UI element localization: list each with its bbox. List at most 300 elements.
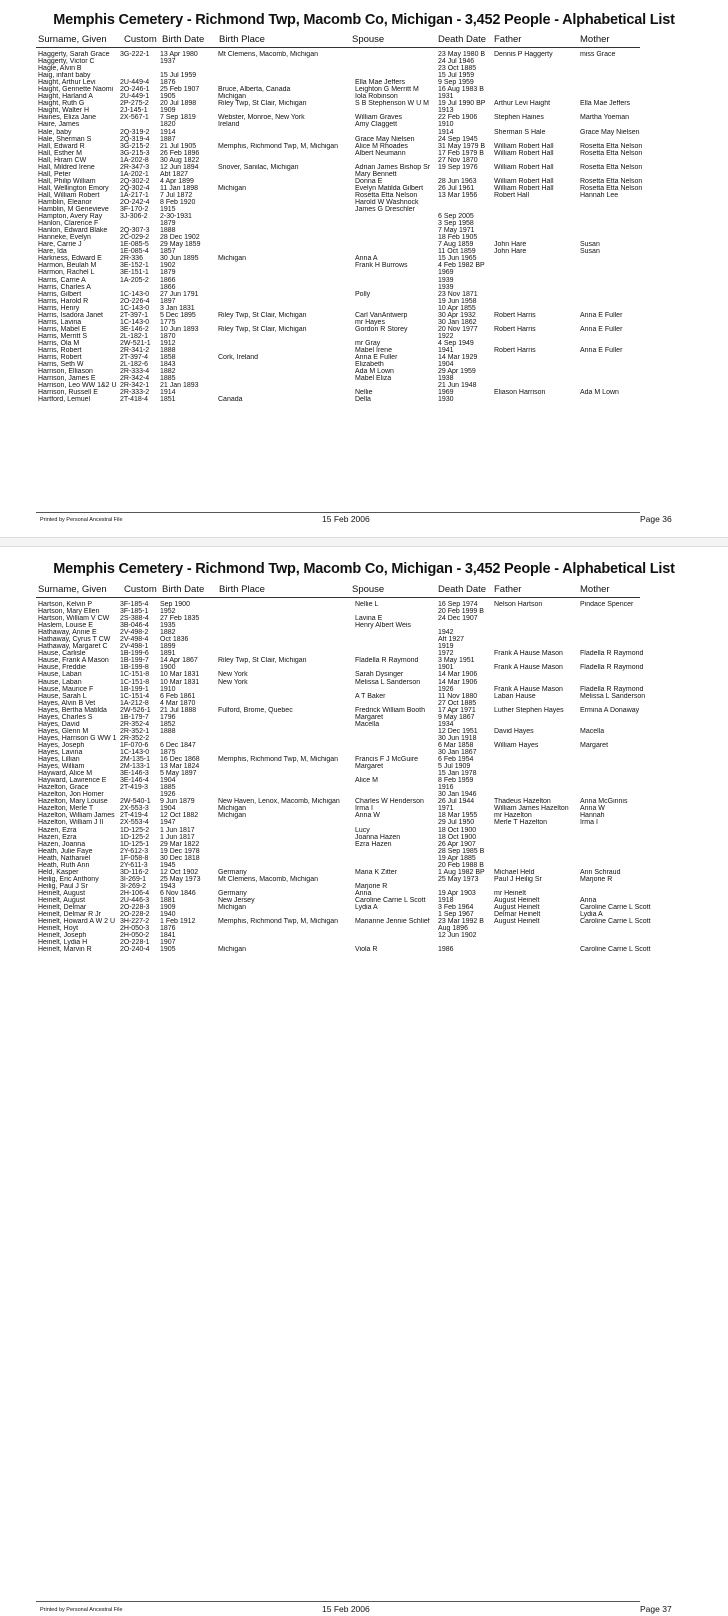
table-row xyxy=(0,679,728,686)
cell-father: Sherman S Hale xyxy=(494,128,546,136)
cell-custom: 2T-418-4 xyxy=(120,396,149,404)
cell-death-date: 1939 xyxy=(438,283,454,291)
cell-birth-date: 1909 xyxy=(160,904,176,912)
cell-birth-date: 1857 xyxy=(160,248,176,256)
cell-death-date: 24 Sep 1945 xyxy=(438,135,478,143)
cell-custom: 2T-419-4 xyxy=(120,812,149,820)
cell-name: Hause, Freddie xyxy=(38,664,86,672)
cell-spouse: Melissa L Sanderson xyxy=(355,678,421,686)
cell-birth-date: 21 Jul 1905 xyxy=(160,142,197,150)
cell-name: Hayes, Harrison G WW 1 xyxy=(38,734,117,742)
cell-name: Hanlon, Edward Blake xyxy=(38,227,108,235)
cell-birth-date: 1 Jun 1817 xyxy=(160,833,195,841)
cell-spouse: Leighton G Merritt M xyxy=(355,86,419,94)
cell-name: Hall, Philip William xyxy=(38,177,96,185)
cell-father: John Hare xyxy=(494,241,527,249)
cell-birth-date: 1888 xyxy=(160,727,176,735)
cell-birth-date: 1909 xyxy=(160,107,176,115)
cell-custom: 2X-567-1 xyxy=(120,114,149,122)
cell-mother: Anna E Fuller xyxy=(580,346,623,354)
table-row xyxy=(0,784,728,791)
table-row xyxy=(0,58,728,65)
cell-birth-date: 1841 xyxy=(160,932,176,940)
cell-name: Hall, Hiram CW xyxy=(38,156,87,164)
cell-death-date: 6 Mar 1858 xyxy=(438,741,474,749)
cell-death-date: 7 Aug 1859 xyxy=(438,241,474,249)
cell-custom: 1A-202-1 xyxy=(120,170,149,178)
cell-name: Hartford, Lemuel xyxy=(38,396,91,404)
cell-spouse: Iola Robinson xyxy=(355,93,398,101)
cell-father: Michael Held xyxy=(494,868,535,876)
cell-mother: Caroline Carrie L Scott xyxy=(580,904,651,912)
table-row xyxy=(0,291,728,298)
cell-custom: 1C-151-8 xyxy=(120,678,150,686)
table-row xyxy=(0,700,728,707)
table-row xyxy=(0,841,728,848)
cell-spouse: Margaret xyxy=(355,763,384,771)
cell-name: Heinelt, Delmar xyxy=(38,904,87,912)
cell-mother: Marjorie R xyxy=(580,875,613,883)
cell-birth-date: 9 Jun 1879 xyxy=(160,798,195,806)
cell-name: Harris, Merritt S xyxy=(38,332,87,340)
cell-death-date: 30 Jan 1867 xyxy=(438,748,477,756)
cell-birth-date: 1775 xyxy=(160,318,176,326)
cell-mother: Fladella R Raymond xyxy=(580,664,644,672)
table-row xyxy=(0,848,728,855)
table-row xyxy=(0,827,728,834)
cell-mother: Fladella R Raymond xyxy=(580,685,644,693)
cell-custom: 3E-146-2 xyxy=(120,325,149,333)
cell-father: William Robert Hall xyxy=(494,142,554,150)
cell-custom: 2O-226-4 xyxy=(120,297,150,305)
cell-father: Robert Hall xyxy=(494,191,530,199)
cell-mother: Martha Yoeman xyxy=(580,114,630,122)
cell-name: Hall, Esther M xyxy=(38,149,82,157)
cell-birth-date: 14 Apr 1867 xyxy=(160,657,198,665)
cell-birth-date: 1926 xyxy=(160,791,176,799)
cell-death-date: 20 Feb 1999 B xyxy=(438,608,484,616)
cell-mother: Ada M Lown xyxy=(580,389,619,397)
cell-death-date: 30 Jan 1946 xyxy=(438,791,477,799)
cell-father: David Hayes xyxy=(494,727,534,735)
cell-custom: 3E-146-4 xyxy=(120,777,149,785)
cell-father: Merle T Hazelton xyxy=(494,819,548,827)
cell-custom: 2U-446-3 xyxy=(120,896,150,904)
cell-birth-date: Abt 1827 xyxy=(160,170,189,178)
cell-mother: miss Grace xyxy=(580,51,616,58)
cell-name: Haggerty, Victor C xyxy=(38,58,95,66)
table-row xyxy=(0,763,728,770)
cell-custom: 2R-352-4 xyxy=(120,720,150,728)
table-row xyxy=(0,121,728,128)
table-row xyxy=(0,686,728,693)
cell-birth-date: 1879 xyxy=(160,269,176,277)
cell-custom: 2H-050-3 xyxy=(120,925,150,933)
cell-birth-date: 12 Oct 1882 xyxy=(160,812,199,820)
cell-death-date: 1930 xyxy=(438,396,454,404)
cell-name: Haslem, Louise E xyxy=(38,622,93,630)
cell-spouse: Della xyxy=(355,396,371,404)
cell-mother: Lydia A xyxy=(580,911,603,919)
table-row xyxy=(0,608,728,615)
cell-custom: 1B-199-7 xyxy=(120,657,149,665)
cell-spouse: Sarah Dysinger xyxy=(355,671,404,679)
record-list xyxy=(0,601,728,953)
cell-death-date: 26 Jul 1961 xyxy=(438,184,475,192)
cell-name: Hale, baby xyxy=(38,128,72,136)
cell-name: Harris, Robert xyxy=(38,354,82,362)
cell-custom: 1A-212-8 xyxy=(120,699,149,707)
cell-birth-place: Mt Clemens, Macomb, Michigan xyxy=(218,51,318,58)
cell-birth-date: 27 Feb 1835 xyxy=(160,615,200,623)
cell-name: Hanlon, Clarence F xyxy=(38,220,99,228)
page-number: Page 37 xyxy=(640,1604,672,1614)
cell-birth-place: Ireland xyxy=(218,121,240,129)
cell-birth-date: 1905 xyxy=(160,93,176,101)
cell-death-date: 14 Mar 1906 xyxy=(438,671,478,679)
page-36 xyxy=(0,0,728,538)
cell-name: Hayward, Alice M xyxy=(38,770,93,778)
cell-birth-date: 1843 xyxy=(160,361,176,369)
col-header-name: Surname, Given xyxy=(38,34,107,45)
table-row xyxy=(0,269,728,276)
cell-custom: 2M-133-1 xyxy=(120,763,150,771)
cell-birth-date: 1888 xyxy=(160,227,176,235)
cell-name: Heath, Nathaniel xyxy=(38,854,91,862)
table-row xyxy=(0,284,728,291)
cell-mother: Ann Schraud xyxy=(580,868,621,876)
cell-birth-date: 8 Feb 1920 xyxy=(160,198,196,206)
cell-birth-date: 1905 xyxy=(160,946,176,954)
cell-birth-date: 1902 xyxy=(160,262,176,270)
cell-name: Hazen, Ezra xyxy=(38,833,77,841)
cell-father: Paul J Heilig Sr xyxy=(494,875,542,883)
cell-name: Hanneke, Evelyn xyxy=(38,234,91,242)
table-row xyxy=(0,946,728,953)
cell-custom: 1C-143-0 xyxy=(120,748,150,756)
cell-custom: 1C-151-8 xyxy=(120,671,150,679)
cell-spouse: Albert Neumann xyxy=(355,149,406,157)
cell-death-date: 1969 xyxy=(438,269,454,277)
cell-name: Hause, Sarah L xyxy=(38,692,87,700)
table-row xyxy=(0,248,728,255)
cell-death-date: 21 Jun 1948 xyxy=(438,382,477,390)
cell-name: Heinelt, August xyxy=(38,889,86,897)
cell-death-date: 4 Sep 1949 xyxy=(438,339,474,347)
cell-custom: 3G-215-3 xyxy=(120,149,150,157)
cell-death-date: 20 Nov 1977 xyxy=(438,325,478,333)
table-row xyxy=(0,51,728,58)
cell-birth-date: 6 Dec 1847 xyxy=(160,741,196,749)
table-row xyxy=(0,143,728,150)
cell-name: Harris, Isadora Janet xyxy=(38,311,103,319)
table-row xyxy=(0,100,728,107)
cell-birth-date: 1899 xyxy=(160,643,176,651)
cell-spouse: Anna W xyxy=(355,812,380,820)
cell-death-date: 1901 xyxy=(438,664,454,672)
cell-name: Haig, infant baby xyxy=(38,72,91,80)
header-rule xyxy=(36,47,640,48)
cell-spouse: Caroline Carrie L Scott xyxy=(355,896,426,904)
cell-mother: Pindace Spencer xyxy=(580,601,634,608)
cell-custom: 2M-135-1 xyxy=(120,756,150,764)
cell-death-date: 18 Feb 1905 xyxy=(438,234,478,242)
cell-father: Frank A Hause Mason xyxy=(494,650,563,658)
cell-mother: Hannah Lee xyxy=(580,191,619,199)
table-row xyxy=(0,199,728,206)
cell-spouse: S B Stephenson W U M xyxy=(355,100,429,108)
cell-birth-date: 5 Dec 1895 xyxy=(160,311,196,319)
cell-father: Laban Hause xyxy=(494,692,536,700)
table-row xyxy=(0,742,728,749)
table-row xyxy=(0,298,728,305)
cell-birth-date: 30 Jun 1895 xyxy=(160,255,199,263)
cell-birth-place: Michigan xyxy=(218,904,247,912)
cell-death-date: 13 Mar 1956 xyxy=(438,191,478,199)
cell-birth-place: Snover, Sanilac, Michigan xyxy=(218,163,299,171)
cell-birth-place: Memphis, Richmond Twp, M, Michigan xyxy=(218,756,339,764)
cell-mother: Anna xyxy=(580,896,597,904)
cell-death-date: 1904 xyxy=(438,361,454,369)
table-row xyxy=(0,911,728,918)
cell-name: Harris, Lavina xyxy=(38,318,82,326)
cell-birth-date: 3 Jan 1831 xyxy=(160,304,195,312)
cell-spouse: Frank H Burrows xyxy=(355,262,408,270)
cell-spouse: Anna A xyxy=(355,255,378,263)
cell-custom: 2L-182-6 xyxy=(120,361,149,369)
cell-death-date: 27 Nov 1870 xyxy=(438,156,478,164)
cell-birth-date: 1937 xyxy=(160,58,176,66)
cell-name: Harmon, Beulah M xyxy=(38,262,97,270)
cell-birth-date: 1952 xyxy=(160,608,176,616)
cell-custom: 2R-352-2 xyxy=(120,734,150,742)
cell-name: Heilig, Paul J Sr xyxy=(38,882,88,890)
cell-mother: Ermina A Donaway xyxy=(580,706,640,714)
cell-father: William Hayes xyxy=(494,741,539,749)
cell-death-date: 28 Jun 1963 xyxy=(438,177,477,185)
table-row xyxy=(0,192,728,199)
cell-death-date: 15 Jan 1978 xyxy=(438,770,477,778)
cell-custom: 2O-242-4 xyxy=(120,198,150,206)
cell-mother: Fladella R Raymond xyxy=(580,650,644,658)
cell-spouse: Henry Albert Weis xyxy=(355,622,411,630)
cell-name: Harrison, Leo WW 1&2 U xyxy=(38,382,117,390)
cell-birth-date: 1943 xyxy=(160,882,176,890)
cell-death-date: 12 Jun 1902 xyxy=(438,932,477,940)
printed-by: Printed by Personal Ancestral File xyxy=(40,1607,123,1613)
cell-spouse: Amy Claggett xyxy=(355,121,398,129)
cell-death-date: 1913 xyxy=(438,107,454,115)
cell-name: Hayward, Lawrence E xyxy=(38,777,107,785)
cell-birth-date: 1947 xyxy=(160,819,176,827)
cell-custom: 2O-228-3 xyxy=(120,904,150,912)
cell-custom: 2R-333-2 xyxy=(120,389,150,397)
table-row xyxy=(0,643,728,650)
cell-name: Hazen, Ezra xyxy=(38,826,77,834)
cell-name: Harrison, Russell E xyxy=(38,389,98,397)
cell-spouse: Adrian James Bishop Sr xyxy=(355,163,431,171)
cell-death-date: 14 Mar 1906 xyxy=(438,678,478,686)
cell-custom: 2W-526-1 xyxy=(120,706,151,714)
cell-death-date: 1910 xyxy=(438,121,454,129)
cell-custom: 2L-182-1 xyxy=(120,332,149,340)
cell-spouse: Maria K Zitter xyxy=(355,868,398,876)
cell-birth-date: 1796 xyxy=(160,713,176,721)
cell-mother: Rosetta Etta Nelson xyxy=(580,149,643,157)
table-row xyxy=(0,382,728,389)
page-number: Page 36 xyxy=(640,514,672,524)
table-row xyxy=(0,756,728,763)
table-row xyxy=(0,791,728,798)
table-row xyxy=(0,855,728,862)
col-header-death-date: Death Date xyxy=(438,34,487,45)
cell-spouse: Francis F J McGuire xyxy=(355,756,419,764)
cell-birth-place: Michigan xyxy=(218,805,247,813)
cell-name: Hause, Frank A Mason xyxy=(38,657,109,665)
cell-birth-date: 26 Feb 1896 xyxy=(160,149,200,157)
cell-name: Heinelt, Lydia H xyxy=(38,939,88,947)
cell-mother: Anna W xyxy=(580,805,605,813)
cell-birth-place: Michigan xyxy=(218,946,247,954)
cell-birth-date: 21 Jan 1893 xyxy=(160,382,199,390)
table-row xyxy=(0,897,728,904)
cell-name: Hause, Laban xyxy=(38,671,82,679)
cell-death-date: 19 Sep 1976 xyxy=(438,163,478,171)
cell-birth-date: 10 Jun 1893 xyxy=(160,325,199,333)
cell-name: Harrison, James E xyxy=(38,375,96,383)
cell-spouse: Alice M xyxy=(355,777,378,785)
cell-spouse: Anna E Fuller xyxy=(355,354,398,362)
cell-father: William James Hazelton xyxy=(494,805,569,813)
table-row xyxy=(0,657,728,664)
column-header-row xyxy=(0,584,728,598)
table-row xyxy=(0,749,728,756)
cell-custom: 2R-342-1 xyxy=(120,382,150,390)
cell-spouse: Gordon R Storey xyxy=(355,325,408,333)
cell-name: Heath, Julie Faye xyxy=(38,847,93,855)
cell-name: Hazelton, Merle T xyxy=(38,805,94,813)
cell-mother: Anna E Fuller xyxy=(580,325,623,333)
cell-birth-place: Michigan xyxy=(218,255,247,263)
cell-birth-place: Germany xyxy=(218,889,247,897)
cell-spouse: Alice M Rhoades xyxy=(355,142,408,150)
table-row xyxy=(0,227,728,234)
cell-birth-date: 1858 xyxy=(160,354,176,362)
cell-death-date: 28 Sep 1985 B xyxy=(438,847,485,855)
cell-birth-place: Memphis, Richmond Twp, M, Michigan xyxy=(218,918,339,926)
cell-birth-date: 11 Jan 1898 xyxy=(160,184,199,192)
table-row xyxy=(0,918,728,925)
cell-custom: 1A-205-2 xyxy=(120,276,149,284)
cell-birth-place: Cork, Ireland xyxy=(218,354,259,362)
cell-custom: 2Q-307-3 xyxy=(120,227,150,235)
cell-spouse: A T Baker xyxy=(355,692,386,700)
cell-name: Hayes, Lavina xyxy=(38,748,83,756)
cell-birth-date: 1882 xyxy=(160,368,176,376)
cell-birth-date: 1875 xyxy=(160,748,176,756)
cell-custom: 1C-143-0 xyxy=(120,304,150,312)
cell-name: Haight, Gennette Naomi xyxy=(38,86,114,94)
cell-mother: Macella xyxy=(580,727,605,735)
table-row xyxy=(0,361,728,368)
cell-birth-date: 29 Mar 1822 xyxy=(160,840,200,848)
cell-custom: 2Q-302-4 xyxy=(120,184,150,192)
cell-birth-date: 19 Dec 1978 xyxy=(160,847,200,855)
cell-birth-place: Michigan xyxy=(218,93,247,101)
cell-mother: Rosetta Etta Nelson xyxy=(580,177,643,185)
cell-custom: 1C-143-0 xyxy=(120,318,150,326)
table-row xyxy=(0,319,728,326)
cell-death-date: 1941 xyxy=(438,346,454,354)
cell-birth-date: 1820 xyxy=(160,121,176,129)
cell-death-date: 18 Oct 1900 xyxy=(438,833,477,841)
cell-custom: 2R-347-3 xyxy=(120,163,150,171)
table-row xyxy=(0,770,728,777)
cell-name: Heinelt, Hoyt xyxy=(38,925,79,933)
cell-birth-date: 1882 xyxy=(160,629,176,637)
cell-death-date: 19 Jun 1958 xyxy=(438,297,477,305)
cell-spouse: Anna xyxy=(355,889,372,897)
cell-birth-date: 1907 xyxy=(160,939,176,947)
cell-custom: 2X-553-4 xyxy=(120,819,149,827)
cell-spouse: Harold W Washnock xyxy=(355,198,419,206)
table-row xyxy=(0,834,728,841)
table-row xyxy=(0,389,728,396)
cell-custom: 2X-553-3 xyxy=(120,805,149,813)
cell-birth-date: 20 Jul 1898 xyxy=(160,100,197,108)
cell-name: Hazelton, William J II xyxy=(38,819,104,827)
cell-spouse: Lydia A xyxy=(355,904,378,912)
cell-custom: 1E-085-5 xyxy=(120,241,149,249)
cell-death-date: 16 Sep 1974 xyxy=(438,601,478,608)
cell-death-date: 25 May 1973 xyxy=(438,875,479,883)
cell-birth-date: 27 Jun 1791 xyxy=(160,290,199,298)
cell-name: Hathaway, Margaret C xyxy=(38,643,108,651)
cell-birth-date: 5 May 1897 xyxy=(160,770,197,778)
cell-spouse: Evelyn Matilda Gilbert xyxy=(355,184,424,192)
cell-birth-date: 30 Dec 1818 xyxy=(160,854,200,862)
cell-spouse: Charles W Henderson xyxy=(355,798,424,806)
cell-custom: 2R-333-4 xyxy=(120,368,150,376)
cell-mother: Melissa L Sanderson xyxy=(580,692,646,700)
cell-name: Heinelt, Delmar R Jr xyxy=(38,911,102,919)
cell-name: Hause, Carlisle xyxy=(38,650,86,658)
cell-name: Haight, Walter H xyxy=(38,107,90,115)
cell-death-date: 1972 xyxy=(438,650,454,658)
cell-birth-date: 1940 xyxy=(160,911,176,919)
cell-father: Luther Stephen Hayes xyxy=(494,706,564,714)
cell-birth-date: 1935 xyxy=(160,622,176,630)
cell-birth-place: Webster, Monroe, New York xyxy=(218,114,305,122)
cell-death-date: 24 Dec 1907 xyxy=(438,615,478,623)
cell-name: Hayes, Alvin B Vet xyxy=(38,699,96,707)
cell-spouse: Elizabeth xyxy=(355,361,384,369)
footer-rule xyxy=(36,1601,640,1602)
cell-birth-date: 21 Jul 1888 xyxy=(160,706,197,714)
cell-custom: 3J-306-2 xyxy=(120,213,148,221)
cell-birth-date: 29 May 1859 xyxy=(160,241,201,249)
cell-custom: 2T-419-3 xyxy=(120,784,149,792)
cell-death-date: 6 Feb 1954 xyxy=(438,756,474,764)
cell-birth-date: 1914 xyxy=(160,389,176,397)
table-row xyxy=(0,107,728,114)
cell-father: Robert Harris xyxy=(494,311,536,319)
cell-name: Hause, Laban xyxy=(38,678,82,686)
cell-father: John Hare xyxy=(494,248,527,256)
table-row xyxy=(0,615,728,622)
cell-name: Hare, Ida xyxy=(38,248,67,256)
cell-father: William Robert Hall xyxy=(494,163,554,171)
